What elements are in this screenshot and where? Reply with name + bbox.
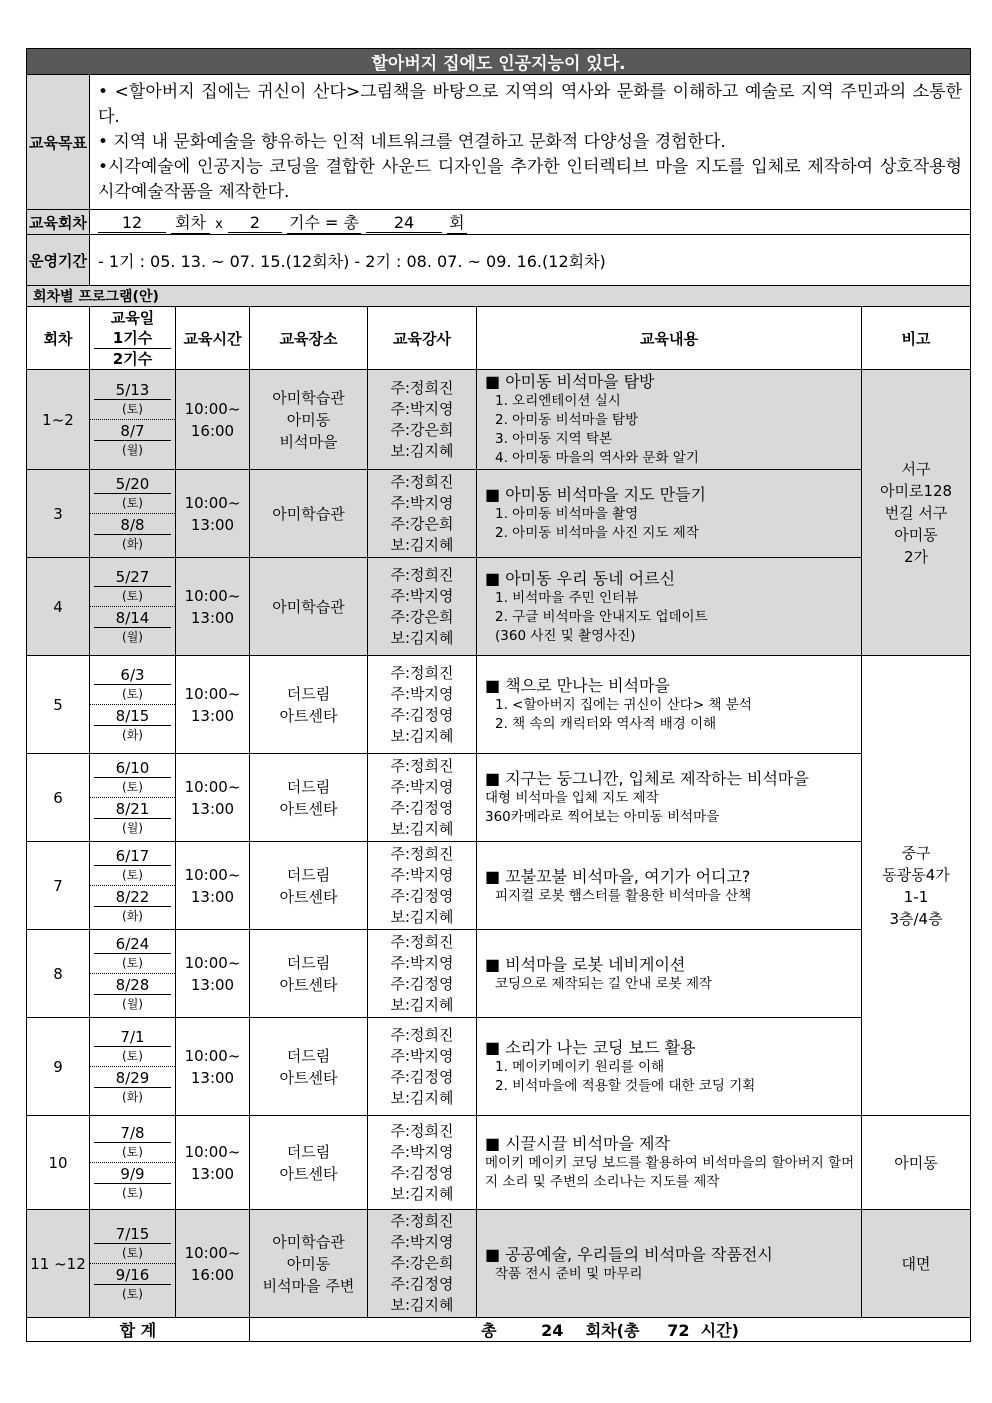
instructor-name: 주:박지영 [390, 953, 454, 972]
instructor-name: 주:박지영 [390, 865, 454, 884]
objective-line: •시각예술에 인공지능 코딩을 결합한 사운드 디자인을 추가한 인터렉티브 마을 지도를 입체로 제작하여 상호작용형 시각예술작품을 제작한다. [98, 156, 963, 202]
term2-date: 8/22 [115, 888, 150, 906]
instructor-name: 보:김지혜 [390, 1184, 454, 1203]
remark-line: 아미로128 [879, 481, 953, 500]
session-place [250, 842, 368, 930]
term2-date: 8/14 [115, 609, 150, 627]
term2-weekday: (월) [122, 997, 143, 1011]
term1-weekday: (토) [122, 868, 143, 882]
instructor-name: 보:김지혜 [390, 907, 454, 926]
instructor-name: 주:정희진 [390, 472, 454, 491]
session-content [477, 470, 862, 558]
session-time [176, 558, 250, 656]
content-item: 1. 아미동 비석마을 촬영 [495, 506, 639, 522]
instructor-name: 주:박지영 [390, 586, 454, 605]
content-item: 메이키 메이키 코딩 보드를 활용하여 비석마을의 할아버지 할머지 소리 및 주변의 소리나는 지도를 제작 [485, 1155, 855, 1190]
session-content [477, 1018, 862, 1116]
program-document [26, 48, 970, 1342]
session-content [477, 930, 862, 1018]
time-end: 16:00 [190, 421, 235, 440]
session-place [250, 656, 368, 754]
instructor-name: 주:정희진 [390, 756, 454, 775]
instructor-name: 주:김정영 [390, 798, 454, 817]
session-time [176, 842, 250, 930]
content-item: 대형 비석마을 입체 지도 제작 [485, 790, 659, 806]
instructor-name: 주:정희진 [390, 1212, 454, 1230]
content-item: (360 사진 및 촬영사진) [495, 627, 636, 644]
session-dates [90, 1116, 176, 1210]
term1-date: 6/24 [115, 935, 150, 953]
session-place [250, 1018, 368, 1116]
session-row [27, 930, 971, 1018]
place-line: 아미학습관 [272, 597, 345, 616]
session-number: 4 [27, 558, 90, 656]
header-term2: 2기수 [94, 348, 171, 369]
term2-weekday: (월) [122, 821, 143, 835]
term-word: 기수 = 총 [287, 210, 361, 234]
instructor-name: 주:김정영 [390, 1275, 454, 1293]
session-row [27, 656, 971, 754]
instructor-name: 주:정희진 [390, 932, 454, 951]
time-end: 13:00 [190, 608, 235, 627]
session-content [477, 558, 862, 656]
time-end: 13:00 [190, 799, 235, 818]
instructor-name: 주:정희진 [390, 1025, 454, 1044]
session-number: 1~2 [27, 370, 90, 470]
content-item: 작품 전시 준비 및 마무리 [495, 1265, 643, 1282]
session-number: 11 ~12 [27, 1210, 90, 1318]
total-word: 회 [447, 210, 466, 234]
remark-line: 번길 서구 [884, 503, 948, 522]
instructor-name: 보:김지혜 [390, 819, 454, 838]
session-content [477, 656, 862, 754]
session-instructors [368, 1116, 477, 1210]
remark-line: 서구 [901, 459, 931, 478]
content-item: 4. 아미동 마을의 역사와 문화 알기 [495, 450, 699, 466]
times-sign: x [215, 217, 223, 232]
content-heading: ■ 시끌시끌 비석마을 제작 [485, 1134, 670, 1153]
document-title: 할아버지 집에도 인공지능이 있다. [27, 49, 971, 75]
content-item: 360카메라로 찍어보는 아미동 비석마을 [485, 809, 720, 825]
time-end: 13:00 [190, 1068, 235, 1087]
instructor-name: 주:김정영 [390, 1163, 454, 1182]
session-row [27, 558, 971, 656]
instructor-name: 주:강은희 [390, 607, 454, 626]
instructor-name: 주:박지영 [390, 777, 454, 796]
session-time [176, 1210, 250, 1318]
content-heading: ■ 비석마을 로봇 네비게이션 [485, 954, 686, 974]
content-item: 코딩으로 제작되는 길 안내 로봇 제작 [495, 975, 713, 992]
instructor-name: 주:정희진 [390, 565, 454, 584]
session-dates [90, 930, 176, 1018]
term2-weekday: (월) [122, 630, 143, 644]
program-table [26, 48, 971, 1342]
time-start: 10:00~ [184, 586, 241, 605]
session-content [477, 842, 862, 930]
session-content [477, 370, 862, 470]
session-count: 12 [98, 213, 166, 233]
place-line: 비석마을 주변 [262, 1276, 355, 1295]
session-row [27, 1116, 971, 1210]
header-row [27, 307, 971, 370]
instructor-name: 주:박지영 [390, 1046, 454, 1065]
remark-line: 동광동4가 [882, 865, 950, 884]
time-start: 10:00~ [184, 1243, 241, 1262]
place-line: 아트센타 [279, 1164, 338, 1183]
summary-row [27, 1318, 971, 1342]
place-line: 아미학습관 [272, 388, 345, 407]
content-item: 1. 메이키메이키 원리를 이해 [495, 1059, 665, 1075]
total-count: 24 [366, 213, 442, 233]
time-start: 10:00~ [184, 953, 241, 972]
term2-weekday: (토) [122, 1186, 143, 1200]
instructor-name: 보:김지혜 [390, 1088, 454, 1107]
place-line: 아트센타 [279, 975, 338, 994]
session-number: 10 [27, 1116, 90, 1210]
time-end: 13:00 [190, 975, 235, 994]
instructor-name: 주:정희진 [390, 844, 454, 863]
place-line: 아미학습관 [272, 504, 345, 523]
content-item: 1. 오리엔테이션 실시 [495, 393, 621, 409]
period-value: - 1기 : 05. 13. ~ 07. 15.(12회차) - 2기 : 08. 07. ~ 09. 16.(12회차) [90, 235, 971, 286]
session-dates [90, 1210, 176, 1318]
session-instructors [368, 842, 477, 930]
session-time [176, 656, 250, 754]
header-content: 교육내용 [477, 307, 862, 370]
remark-line: 대면 [901, 1254, 931, 1273]
place-line: 더드림 [286, 1142, 331, 1161]
summary-label: 합 계 [27, 1318, 250, 1342]
place-line: 더드림 [286, 865, 331, 884]
session-time [176, 930, 250, 1018]
objective-line: • <할아버지 집에는 귀신이 산다>그림책을 바탕으로 지역의 역사와 문화를 이해하고 예술로 지역 주민과의 소통한다. [98, 81, 963, 127]
section-title: 회차별 프로그램(안) [27, 286, 971, 307]
session-time [176, 370, 250, 470]
term1-date: 5/13 [115, 381, 150, 399]
session-instructors [368, 1018, 477, 1116]
instructor-name: 주:김정영 [390, 705, 454, 724]
term2-weekday: (화) [122, 1090, 143, 1104]
content-heading: ■ 아미동 비석마을 지도 만들기 [485, 485, 706, 504]
instructor-name: 주:박지영 [390, 493, 454, 512]
session-place [250, 1210, 368, 1318]
header-place: 교육장소 [250, 307, 368, 370]
instructor-name: 주:김정영 [390, 886, 454, 905]
time-start: 10:00~ [184, 1142, 241, 1161]
session-time [176, 1116, 250, 1210]
instructor-name: 주:정희진 [390, 663, 454, 682]
term1-date: 7/1 [120, 1028, 145, 1046]
instructor-name: 주:박지영 [390, 1233, 454, 1251]
content-item: 1. 비석마을 주민 인터뷰 [495, 589, 639, 606]
time-end: 13:00 [190, 887, 235, 906]
place-line: 아트센타 [279, 799, 338, 818]
session-number: 5 [27, 656, 90, 754]
place-line: 더드림 [286, 684, 331, 703]
term2-date: 8/21 [115, 800, 150, 818]
place-line: 아미동 [286, 1254, 331, 1273]
count-label: 교육회차 [27, 210, 90, 235]
content-heading: ■ 공공예술, 우리들의 비석마을 작품전시 [485, 1244, 773, 1264]
term2-date: 9/16 [115, 1266, 150, 1284]
term2-weekday: (화) [122, 728, 143, 742]
instructor-name: 주:강은희 [390, 420, 454, 439]
session-dates [90, 754, 176, 842]
header-date-label: 교육일 [110, 308, 155, 327]
term1-weekday: (토) [122, 402, 143, 416]
session-row [27, 1018, 971, 1116]
term-count: 2 [228, 213, 282, 233]
content-heading: ■ 소리가 나는 코딩 보드 활용 [485, 1038, 696, 1057]
term1-date: 6/17 [115, 847, 150, 865]
instructor-name: 주:박지영 [390, 1142, 454, 1161]
session-content [477, 1210, 862, 1318]
session-dates [90, 656, 176, 754]
content-heading: ■ 지구는 둥그니깐, 입체로 제작하는 비석마을 [485, 769, 809, 788]
instructor-name: 주:정희진 [390, 378, 454, 397]
place-line: 아트센타 [279, 887, 338, 906]
instructor-name: 주:박지영 [390, 399, 454, 418]
term1-date: 5/27 [115, 568, 150, 586]
session-place [250, 470, 368, 558]
remark-line: 3층/4층 [889, 909, 943, 928]
instructor-name: 보:김지혜 [390, 726, 454, 745]
session-content [477, 1116, 862, 1210]
session-word: 회차 [171, 210, 210, 234]
term2-weekday: (화) [122, 909, 143, 923]
term2-date: 8/15 [115, 707, 150, 725]
term2-weekday: (월) [122, 443, 143, 457]
header-term1: 1기수 [112, 328, 153, 347]
instructor-name: 주:강은희 [390, 1254, 454, 1272]
session-remark [862, 1210, 971, 1318]
content-item: 2. 책 속의 캐릭터와 역사적 배경 이해 [495, 716, 717, 732]
time-start: 10:00~ [184, 493, 241, 512]
content-item: 2. 아미동 비석마을 탐방 [495, 412, 639, 428]
session-dates [90, 370, 176, 470]
time-start: 10:00~ [184, 1046, 241, 1065]
session-row [27, 842, 971, 930]
instructor-name: 주:김정영 [390, 974, 454, 993]
content-heading: ■ 책으로 만나는 비석마을 [485, 676, 670, 695]
term1-weekday: (토) [122, 1049, 143, 1063]
time-start: 10:00~ [184, 777, 241, 796]
content-item: 2. 아미동 비석마을 사진 지도 제작 [495, 525, 699, 541]
place-line: 더드림 [286, 777, 331, 796]
remark-line: 1-1 [903, 887, 929, 906]
term1-date: 7/8 [120, 1124, 145, 1142]
header-session: 회차 [27, 307, 90, 370]
remark-line: 2가 [904, 547, 929, 566]
session-remark [862, 370, 971, 656]
session-number: 6 [27, 754, 90, 842]
session-content [477, 754, 862, 842]
header-instructor: 교육강사 [368, 307, 477, 370]
session-row [27, 754, 971, 842]
time-end: 16:00 [190, 1265, 235, 1284]
term1-date: 6/10 [115, 759, 150, 777]
session-dates [90, 470, 176, 558]
instructor-name: 보:김지혜 [390, 535, 454, 554]
session-instructors [368, 754, 477, 842]
session-place [250, 370, 368, 470]
term2-date: 8/28 [115, 976, 150, 994]
instructor-name: 주:김정영 [390, 1067, 454, 1086]
remark-line: 아미동 [894, 1153, 938, 1172]
objective-text [90, 75, 971, 210]
objective-line: • 지역 내 문화예술을 향유하는 인적 네트워크를 연결하고 문화적 다양성을 경험한다. [98, 131, 726, 152]
session-dates [90, 1018, 176, 1116]
session-row [27, 1210, 971, 1318]
content-heading: ■ 꼬불꼬불 비석마을, 여기가 어디고? [485, 866, 751, 886]
session-row [27, 470, 971, 558]
term2-date: 8/29 [115, 1069, 150, 1087]
session-instructors [368, 1210, 477, 1318]
session-remark [862, 1116, 971, 1210]
session-time [176, 470, 250, 558]
time-end: 13:00 [190, 1164, 235, 1183]
count-value [90, 210, 971, 235]
term2-weekday: (화) [122, 537, 143, 551]
term1-weekday: (토) [122, 687, 143, 701]
session-place [250, 1116, 368, 1210]
session-instructors [368, 470, 477, 558]
content-item: 1. <할아버지 집에는 귀신이 산다> 책 분석 [495, 697, 752, 713]
content-heading: ■ 아미동 비석마을 탐방 [485, 372, 655, 391]
term2-date: 8/7 [120, 422, 145, 440]
objective-label: 교육목표 [27, 75, 90, 210]
session-number: 8 [27, 930, 90, 1018]
instructor-name: 주:정희진 [390, 1121, 454, 1140]
place-line: 아미학습관 [272, 1232, 345, 1251]
session-instructors [368, 558, 477, 656]
instructor-name: 보:김지혜 [390, 1296, 454, 1314]
time-end: 13:00 [190, 515, 235, 534]
session-number: 9 [27, 1018, 90, 1116]
session-row [27, 370, 971, 470]
session-place [250, 754, 368, 842]
term1-weekday: (토) [122, 956, 143, 970]
term1-weekday: (토) [122, 1145, 143, 1159]
session-number: 7 [27, 842, 90, 930]
place-line: 비석마을 [279, 432, 338, 451]
session-time [176, 754, 250, 842]
session-place [250, 558, 368, 656]
header-date [90, 307, 176, 370]
content-item: 3. 아미동 지역 탁본 [495, 431, 613, 447]
place-line: 더드림 [286, 1046, 331, 1065]
instructor-name: 보:김지혜 [390, 441, 454, 460]
term1-weekday: (토) [122, 780, 143, 794]
place-line: 아트센타 [279, 706, 338, 725]
term1-date: 7/15 [115, 1225, 150, 1243]
place-line: 아미동 [286, 410, 331, 429]
instructor-name: 보:김지혜 [390, 995, 454, 1014]
instructor-name: 주:강은희 [390, 514, 454, 533]
header-time: 교육시간 [176, 307, 250, 370]
session-remark [862, 656, 971, 1116]
term1-date: 5/20 [115, 475, 150, 493]
session-instructors [368, 370, 477, 470]
term2-date: 8/8 [120, 516, 145, 534]
session-dates [90, 558, 176, 656]
content-item: 피지컬 로봇 햄스터를 활용한 비석마을 산책 [495, 887, 752, 904]
content-item: 2. 구글 비석마을 안내지도 업데이트 [495, 608, 708, 625]
term1-weekday: (토) [122, 496, 143, 510]
session-place [250, 930, 368, 1018]
content-item: 2. 비석마을에 적용할 것들에 대한 코딩 기획 [495, 1078, 756, 1094]
term1-date: 6/3 [120, 666, 145, 684]
session-number: 3 [27, 470, 90, 558]
term1-weekday: (토) [122, 589, 143, 603]
content-heading: ■ 아미동 우리 동네 어르신 [485, 568, 676, 588]
instructor-name: 보:김지혜 [390, 628, 454, 647]
time-start: 10:00~ [184, 399, 241, 418]
term1-weekday: (토) [122, 1246, 143, 1260]
remark-line: 중구 [901, 843, 931, 862]
summary-text: 총 24 회차(총 72 시간) [250, 1318, 971, 1342]
instructor-name: 주:박지영 [390, 684, 454, 703]
place-line: 더드림 [286, 953, 331, 972]
period-label: 운영기간 [27, 235, 90, 286]
session-dates [90, 842, 176, 930]
session-instructors [368, 656, 477, 754]
session-time [176, 1018, 250, 1116]
remark-line: 아미동 [894, 525, 938, 544]
time-start: 10:00~ [184, 865, 241, 884]
session-instructors [368, 930, 477, 1018]
place-line: 아트센타 [279, 1068, 338, 1087]
time-start: 10:00~ [184, 684, 241, 703]
term2-weekday: (토) [122, 1287, 143, 1301]
time-end: 13:00 [190, 706, 235, 725]
header-remark: 비고 [862, 307, 971, 370]
term2-date: 9/9 [120, 1165, 145, 1183]
